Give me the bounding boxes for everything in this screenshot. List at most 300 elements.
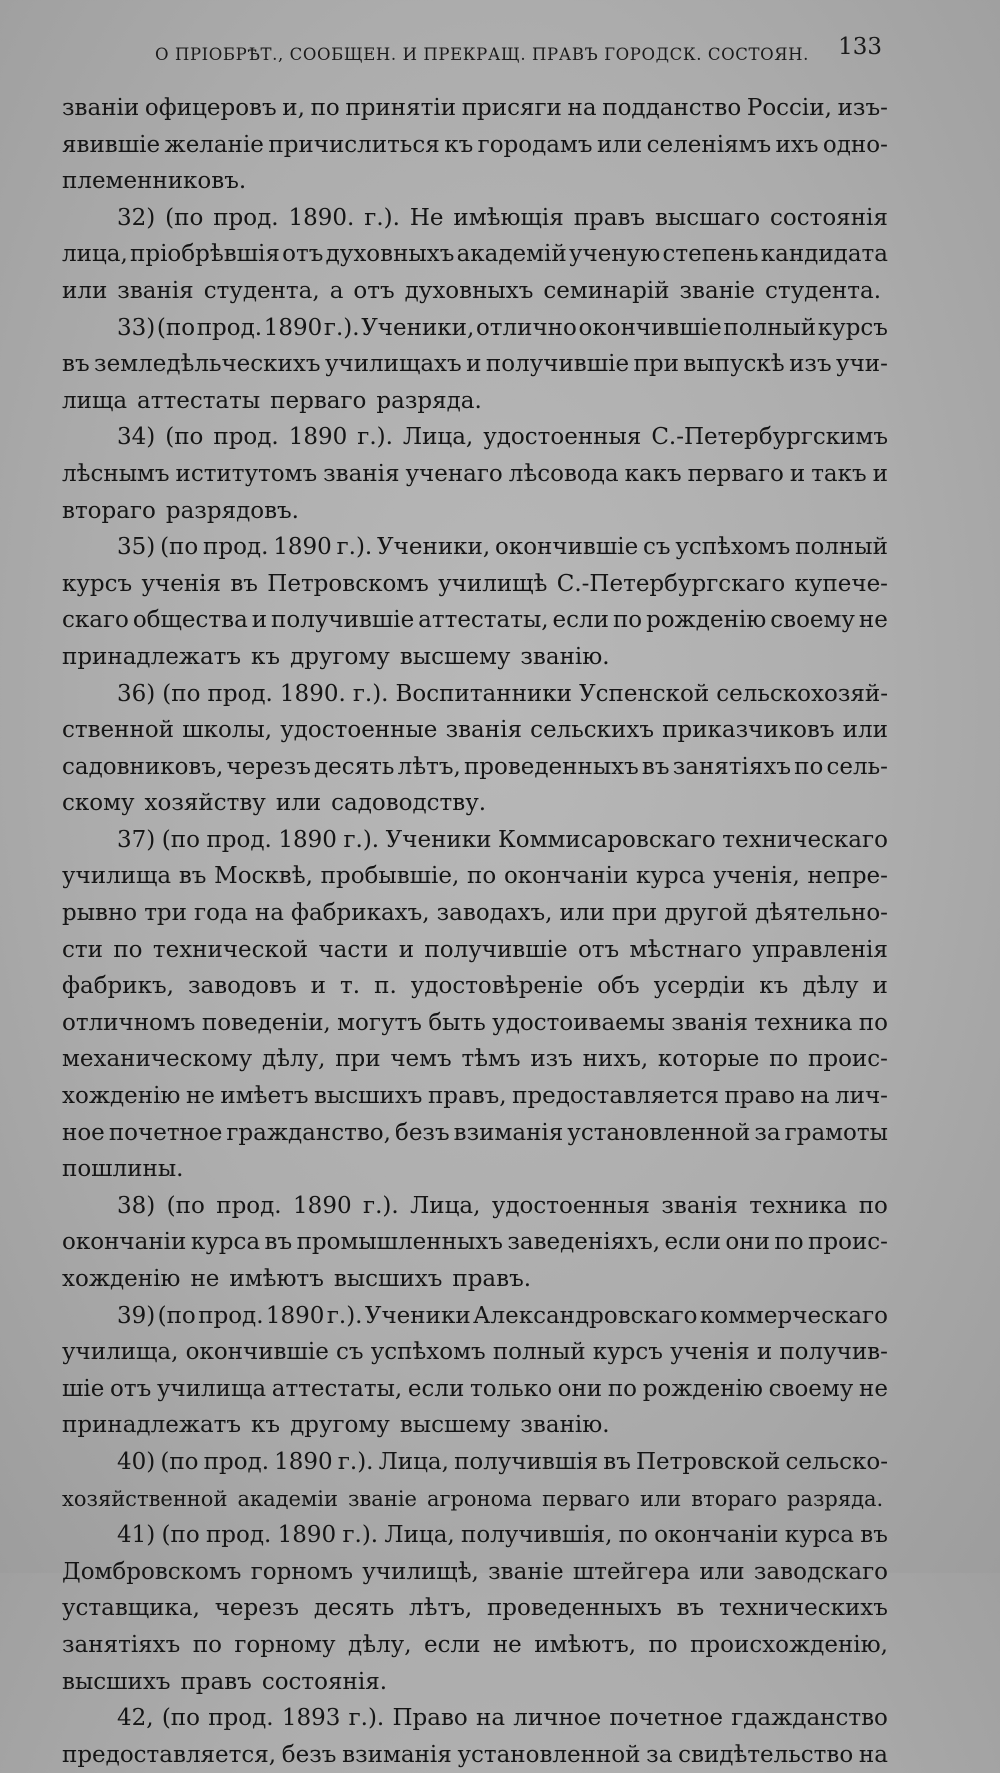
word: хозяйственной	[62, 1486, 228, 1511]
word: хожденію	[62, 1266, 181, 1292]
word: удостоенныя	[491, 1192, 650, 1219]
text-line	[62, 566, 888, 603]
word: желаніе	[164, 131, 264, 158]
word: 1890	[278, 826, 337, 853]
word: т.	[340, 973, 361, 1000]
word: проис-	[808, 1046, 888, 1073]
word: скому	[62, 790, 135, 817]
word: нихъ,	[582, 1046, 649, 1073]
word: въ	[62, 351, 90, 378]
word: технической	[152, 936, 309, 963]
word: они	[557, 1375, 603, 1402]
word: агронома	[426, 1486, 533, 1511]
word: 37)	[117, 826, 156, 853]
word: пріобрѣвшія	[130, 241, 280, 268]
word: получившіе	[485, 351, 630, 378]
word: удостоенныя	[483, 424, 642, 451]
word: получив-	[779, 1339, 888, 1366]
word: Ученики	[385, 826, 492, 853]
word: отъ	[577, 936, 620, 963]
word: по	[794, 753, 824, 780]
word: получившіе	[271, 607, 415, 634]
text-line	[62, 602, 888, 639]
word: горномъ	[250, 1558, 354, 1585]
word: при	[611, 900, 658, 927]
text-line	[62, 1188, 888, 1225]
word: перваго	[542, 1486, 630, 1511]
word: на	[567, 95, 597, 121]
word: взиманія	[342, 1741, 452, 1768]
word: высшему	[399, 1412, 511, 1439]
word: высшему	[399, 643, 511, 670]
word: механическому	[62, 1046, 253, 1073]
word: Москвѣ,	[214, 863, 313, 890]
text-line	[62, 383, 888, 420]
word: года	[194, 900, 248, 927]
text-line	[62, 493, 888, 530]
word: отъ	[110, 1375, 152, 1402]
word: Петровской	[635, 1448, 781, 1475]
word: отъ	[282, 241, 324, 268]
word: на	[254, 900, 284, 927]
word: грамоты	[784, 1119, 888, 1146]
word: право	[724, 1083, 795, 1110]
word: школы,	[182, 717, 273, 744]
word: или	[596, 131, 643, 158]
word: усердіи	[653, 973, 746, 1000]
text-line	[62, 346, 888, 383]
word: аттестаты,	[418, 607, 549, 634]
word: г.).	[364, 204, 400, 231]
word: п.	[374, 973, 397, 1000]
word: и	[466, 351, 482, 378]
word: изъ-	[837, 95, 888, 121]
word: коммерческаго	[699, 1302, 888, 1329]
word: если	[423, 1631, 481, 1658]
running-head	[60, 30, 890, 74]
word: садовниковъ,	[62, 753, 224, 780]
word: какъ	[624, 460, 682, 487]
word: городамъ	[477, 131, 593, 158]
text-line	[62, 1700, 888, 1737]
text-line	[62, 858, 888, 895]
word: и	[398, 936, 415, 963]
word: званія	[671, 1009, 748, 1036]
text-line	[62, 1517, 888, 1554]
word: г.).	[343, 826, 380, 853]
word: званія	[117, 277, 194, 304]
word: (по	[161, 1705, 200, 1732]
word: окончившіе	[185, 1339, 329, 1366]
word: полный	[492, 1339, 586, 1366]
word: хозяйству	[144, 790, 266, 817]
word: мѣстнаго	[629, 936, 742, 963]
word: на	[858, 1741, 888, 1768]
word: или	[559, 900, 605, 927]
word: прод.	[203, 1448, 270, 1475]
word: управленія	[752, 936, 888, 963]
word: С.-Петербургскаго	[556, 570, 786, 597]
word: пошлины.	[62, 1156, 184, 1183]
word: въ	[230, 570, 258, 597]
text-line	[62, 1444, 888, 1481]
word: перваго	[687, 460, 784, 487]
word: рожденію	[646, 607, 767, 634]
word: по	[467, 863, 497, 890]
word: по	[113, 936, 143, 963]
word: 35)	[117, 534, 156, 561]
word: офицеровъ	[144, 95, 277, 121]
text-line	[62, 785, 888, 822]
word: получившія	[454, 1448, 599, 1475]
word: дѣлу,	[261, 1046, 326, 1073]
word: академій	[456, 241, 567, 268]
word: званію.	[520, 1412, 610, 1439]
word: и	[310, 973, 326, 1000]
word: званія	[323, 460, 400, 487]
word: перваго	[270, 387, 367, 414]
text-line	[62, 273, 888, 310]
word: безъ	[281, 1741, 337, 1768]
word: съ	[336, 1339, 364, 1366]
text-line	[62, 529, 888, 566]
word: штейгера	[572, 1558, 691, 1585]
word: а	[329, 277, 344, 304]
word: семинарій	[543, 277, 670, 304]
word: гдажданство	[731, 1705, 888, 1732]
word: имѣющія	[453, 204, 564, 231]
word: сти	[62, 936, 103, 963]
text-line	[62, 639, 888, 676]
word: одно-	[822, 131, 888, 158]
word: техническихъ	[718, 1595, 888, 1622]
word: не	[190, 1266, 220, 1292]
text-line	[62, 1737, 888, 1773]
word: и,	[282, 95, 305, 121]
word: пробывшіе,	[320, 863, 460, 890]
word: (по	[160, 1448, 199, 1475]
word: кандидата	[760, 241, 888, 268]
word: только	[470, 1375, 552, 1402]
word: лѣтъ,	[397, 753, 461, 780]
word: присяги	[461, 95, 562, 121]
word: ученія	[141, 570, 222, 597]
word: высшихъ	[333, 1266, 443, 1292]
word: высшихъ	[313, 1083, 423, 1110]
word: или	[699, 1558, 745, 1585]
word: Успенской	[579, 680, 710, 707]
text-line	[62, 1334, 888, 1371]
word: ученую	[569, 241, 661, 268]
word: поведеніи,	[201, 1009, 331, 1036]
word: получившіе	[424, 936, 568, 963]
word: лѣснымъ	[62, 460, 170, 487]
word: дѣлу	[802, 973, 859, 1000]
word: фабрикъ,	[62, 973, 174, 1000]
word: заводскаго	[753, 1558, 888, 1585]
word: горному	[234, 1631, 336, 1658]
word: сельско-	[785, 1448, 888, 1475]
word: имѣетъ	[220, 1083, 309, 1110]
word: курса	[784, 1522, 854, 1549]
word: безъ	[394, 1119, 450, 1146]
word: на	[800, 1083, 830, 1110]
word: прод.	[203, 534, 269, 561]
word: въ	[641, 753, 670, 780]
text-line	[62, 822, 888, 859]
word: лища	[62, 387, 128, 414]
word: прод.	[213, 204, 279, 231]
page-number: 133	[838, 34, 882, 60]
word: курса	[636, 863, 706, 890]
word: купече-	[794, 570, 888, 597]
word: званія	[445, 717, 522, 744]
text-line	[62, 676, 888, 713]
word: 33)	[117, 314, 156, 341]
word: 32)	[117, 204, 156, 231]
word: своему	[770, 607, 855, 634]
text-line	[62, 456, 888, 493]
word: на	[476, 1705, 506, 1732]
word: курсъ	[817, 314, 888, 341]
word: тѣмъ	[461, 1046, 521, 1073]
word: (по	[161, 1522, 200, 1549]
word: г.).	[348, 1705, 385, 1732]
word: предоставляется	[512, 1083, 719, 1110]
text-line	[62, 1481, 888, 1518]
word: Право	[392, 1705, 468, 1732]
word: 1890	[274, 1448, 333, 1475]
word: удостовѣреніе	[410, 973, 584, 1000]
word: если	[552, 607, 609, 634]
word: техника	[754, 1009, 853, 1036]
word: прод.	[196, 314, 263, 341]
word: которые	[657, 1046, 760, 1073]
word: три	[144, 900, 187, 927]
text-line	[62, 1005, 888, 1042]
word: прод.	[208, 1705, 274, 1732]
word: за	[754, 1119, 781, 1146]
word: въ	[860, 1522, 888, 1549]
word: Коммисаровскаго	[497, 826, 716, 853]
word: десять	[314, 753, 395, 780]
word: при	[633, 351, 679, 378]
word: занятіяхъ	[672, 753, 791, 780]
word: подданство	[602, 95, 742, 121]
word: удостоенные	[280, 717, 438, 744]
word: по	[648, 1631, 678, 1658]
word: званія	[661, 1192, 738, 1219]
word: могутъ	[337, 1009, 422, 1036]
word: званію.	[520, 643, 610, 670]
word: сельскихъ	[530, 717, 654, 744]
word: разряда.	[786, 1486, 884, 1511]
word: 1890.	[288, 204, 355, 231]
word: аттестаты	[137, 387, 261, 414]
word: дѣлу,	[348, 1631, 412, 1658]
word: личное	[513, 1705, 602, 1732]
word: званіе	[488, 1558, 564, 1585]
word: и	[872, 460, 888, 487]
word: проведенныхъ	[486, 1595, 662, 1622]
word: разряда.	[376, 387, 482, 414]
word: имѣютъ,	[534, 1631, 637, 1658]
word: если	[664, 1229, 721, 1256]
word: сельскохозяй-	[716, 680, 888, 707]
word: взиманія	[453, 1119, 564, 1146]
word: (по	[162, 680, 201, 707]
word: училищахъ	[324, 351, 462, 378]
word: полный	[723, 314, 817, 341]
word: училища	[62, 863, 172, 890]
word: заведеніяхъ,	[507, 1229, 661, 1256]
word: 39)	[117, 1302, 156, 1329]
word: непре-	[807, 863, 888, 890]
word: уставщика,	[62, 1595, 200, 1622]
word: занятіяхъ	[62, 1631, 181, 1658]
word: установленной	[567, 1119, 751, 1146]
word: селеніямъ	[646, 131, 772, 158]
word: или	[639, 1486, 682, 1511]
word: правъ	[180, 1668, 252, 1695]
word: съ	[643, 534, 671, 561]
word: отличномъ	[62, 1009, 196, 1036]
word: (по	[165, 204, 204, 231]
word: г.).	[336, 534, 373, 561]
word: при	[335, 1046, 381, 1073]
word: (по	[160, 534, 199, 561]
word: 1890	[265, 1302, 325, 1329]
word: правъ	[573, 204, 646, 231]
word: чемъ	[390, 1046, 452, 1073]
word: окончившіе	[494, 534, 639, 561]
word: Лица,	[402, 424, 474, 451]
word: высшаго	[654, 204, 761, 231]
word: принадлежатъ	[62, 1412, 242, 1439]
text-line	[62, 1298, 888, 1335]
word: не	[859, 1375, 888, 1402]
word: или	[275, 790, 322, 817]
word: званіе	[679, 277, 756, 304]
word: садоводству.	[331, 790, 487, 817]
word: почетное	[609, 1705, 723, 1732]
body-text	[62, 90, 888, 1773]
word: за	[646, 1741, 673, 1768]
word: окончившіе	[578, 314, 722, 341]
word: свидѣтельство	[678, 1741, 854, 1768]
word: рожденію	[642, 1375, 763, 1402]
word: по	[858, 1192, 888, 1219]
running-title: О ПРІОБРѢТ., СООБЩЕН. И ПРЕКРАЩ. ПРАВЪ ГОРОДСК. СОСТОЯН.	[155, 45, 809, 64]
word: 41)	[117, 1522, 156, 1549]
text-line	[62, 712, 888, 749]
word: своему	[768, 1375, 854, 1402]
word: проис-	[808, 1229, 888, 1256]
word: по	[607, 1375, 638, 1402]
word: черезъ	[226, 753, 311, 780]
text-line	[62, 1115, 888, 1152]
word: г.).	[337, 1448, 374, 1475]
text-line	[62, 1590, 888, 1627]
word: отъ	[353, 277, 395, 304]
word: ихъ	[775, 131, 819, 158]
word: другому	[290, 643, 390, 670]
word: техника	[749, 1192, 848, 1219]
word: къ	[444, 131, 474, 158]
word: г.).	[363, 1192, 399, 1219]
word: 1890	[293, 1192, 352, 1219]
word: явившіе	[62, 131, 161, 158]
word: окончаніи	[503, 863, 629, 890]
word: изъ	[789, 351, 832, 378]
word: предоставляется,	[62, 1741, 277, 1768]
word: къ	[759, 973, 789, 1000]
word: лѣтъ,	[409, 1595, 473, 1622]
word: Не	[409, 204, 444, 231]
word: Александровскаго	[473, 1302, 698, 1329]
word: правъ.	[452, 1266, 532, 1292]
word: приказчиковъ	[662, 717, 835, 744]
word: втораго	[691, 1486, 777, 1511]
text-line	[62, 749, 888, 786]
word: дѣятельно-	[754, 900, 888, 927]
word: г.).	[326, 1302, 363, 1329]
word: общества	[132, 607, 248, 634]
word: Лица,	[378, 1448, 449, 1475]
word: и	[789, 460, 806, 487]
word: Домбровскомъ	[62, 1558, 242, 1585]
text-line	[62, 1078, 888, 1115]
word: духовныхъ	[325, 241, 455, 268]
word: успѣхомъ	[675, 534, 791, 561]
text-line	[62, 310, 888, 347]
word: прод.	[206, 826, 272, 853]
text-line	[62, 932, 888, 969]
word: училищѣ,	[362, 1558, 479, 1585]
text-line	[62, 127, 888, 164]
word: въ	[264, 1229, 293, 1256]
word: училища,	[62, 1339, 179, 1366]
text-line	[62, 968, 888, 1005]
word: имѣютъ	[229, 1266, 324, 1292]
word: установленной	[457, 1741, 641, 1768]
word: въ	[603, 1448, 631, 1475]
word: правъ,	[427, 1083, 507, 1110]
word: или	[62, 277, 108, 304]
text-line	[62, 1224, 888, 1261]
word: ученія,	[712, 863, 800, 890]
word: ученія	[670, 1339, 750, 1366]
text-line	[62, 895, 888, 932]
word: 1890	[273, 534, 332, 561]
word: по	[769, 1046, 799, 1073]
word: лица,	[62, 241, 128, 268]
word: 38)	[117, 1192, 156, 1219]
text-line	[62, 1261, 888, 1298]
word: иститутомъ	[175, 460, 318, 487]
word: ученаго	[405, 460, 503, 487]
word: промышленныхъ	[296, 1229, 503, 1256]
word: удостоиваемы	[492, 1009, 665, 1036]
word: принадлежатъ	[62, 643, 242, 670]
word: (по	[166, 1192, 205, 1219]
word: такъ	[811, 460, 867, 487]
word: г.).	[323, 314, 360, 341]
word: рывно	[62, 900, 138, 927]
word: 42,	[117, 1705, 154, 1732]
word: или	[842, 717, 888, 744]
word: курса	[190, 1229, 261, 1256]
